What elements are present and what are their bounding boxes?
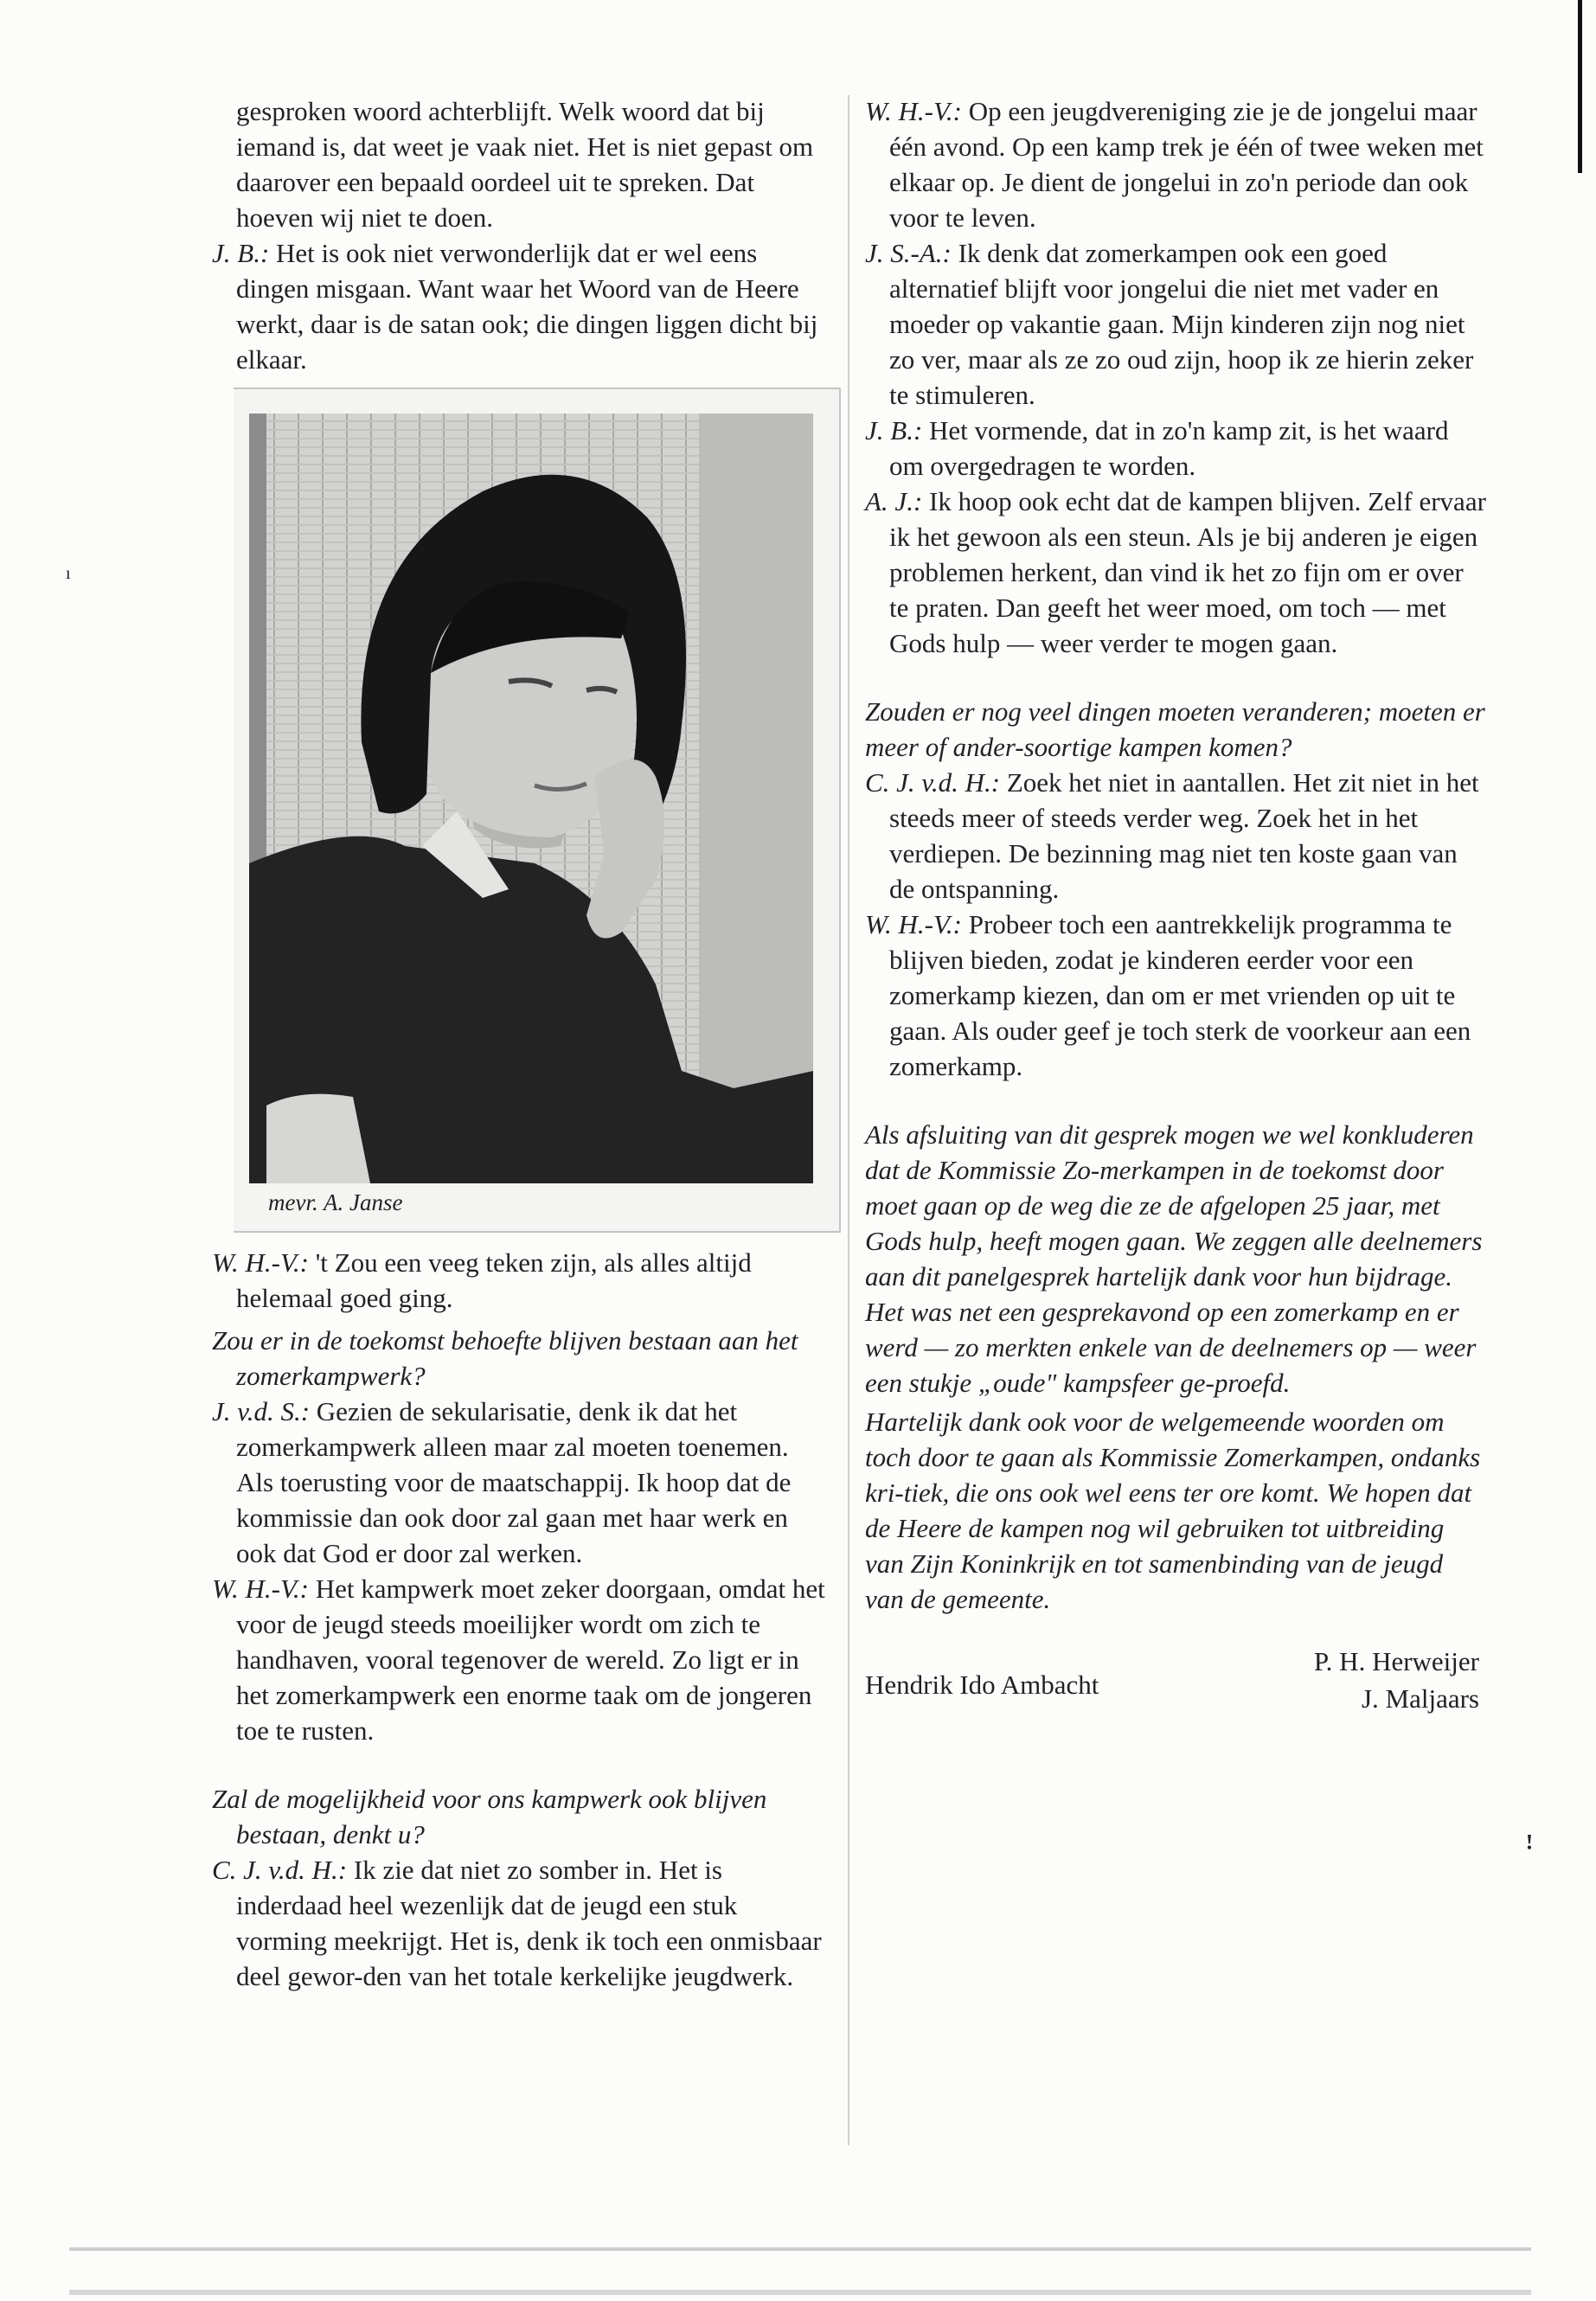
paragraph: [212, 1852, 826, 1994]
interview-question: Zouden er nog veel dingen moeten veranderen; moeten er meer of ander-soortige kampen komen?: [865, 696, 1485, 762]
paragraph-text: Het vormende, dat in zo'n kamp zit, is het waard om overgedragen te worden.: [889, 415, 1449, 481]
speaker-label: W. H.-V.:: [212, 1574, 309, 1604]
paragraph: [212, 1394, 826, 1571]
right-column: [865, 93, 1488, 1721]
speaker-label: C. J. v.d. H.:: [212, 1855, 348, 1885]
interview-question: Zou er in de toekomst behoefte blijven bestaan aan het zomerkampwerk?: [212, 1325, 798, 1391]
scan-speck: ꜝ: [1524, 1835, 1535, 1869]
paragraph-text: 't Zou een veeg teken zijn, als alles altijd helemaal goed ging.: [236, 1247, 752, 1313]
photo-frame: [234, 388, 841, 1233]
portrait-photo: [249, 413, 813, 1183]
signature-names: [1314, 1643, 1479, 1717]
paragraph-text: Op een jeugdvereniging zie je de jongelui maar één avond. Op een kamp trek je één of twee weken met elkaar op. Je dient de jongelui in zo'n periode dan ook voor te leven.: [889, 96, 1484, 233]
paragraph: [865, 93, 1488, 235]
paragraph-text: Het is ook niet verwonderlijk dat er wel eens dingen misgaan. Want waar het Woord van de Heere werkt, daar is de satan ook; die dingen liggen dicht bij elkaar.: [236, 238, 818, 375]
bottom-rule: [69, 2290, 1531, 2295]
portrait-illustration: [249, 413, 813, 1183]
left-column: [212, 93, 826, 1994]
speaker-label: J. B.:: [865, 415, 923, 445]
closing-paragraph: Hartelijk dank ook voor de welgemeende woorden om toch door te gaan als Kommissie Zomerkampen, ondanks kri-tiek, die ons ook wel eens ter ore komt. We hopen dat de Heere de kampen nog wil gebruiken tot uitbreiding van Zijn Koninkrijk en tot samenbinding van de jeugd van de gemeente.: [865, 1407, 1481, 1614]
paragraph-text: Het kampwerk moet zeker doorgaan, omdat het voor de jeugd steeds moeilijker wordt om zich te handhaven, vooral tegenover de wereld. Zo ligt er in het zomerkampwerk een enorme taak om de jongeren toe te rusten.: [236, 1574, 825, 1746]
scan-edge-mark: [1578, 0, 1582, 173]
paragraph-text: Probeer toch een aantrekkelijk programma te blijven bieden, zodat je kinderen eerder voor een zomerkamp kiezen, dan om er met vrienden op uit te gaan. Als ouder geef je toch sterk de voorkeur aan een zomerkamp.: [889, 909, 1471, 1081]
paragraph-text: Ik zie dat niet zo somber in. Het is inderdaad heel wezenlijk dat de jeugd een stuk vorming meekrijgt. Het is, denk ik toch een onmisbaar deel gewor-den van het totale kerkelijke jeugdwerk.: [236, 1855, 822, 1991]
paragraph: [865, 413, 1488, 484]
signature-name: P. H. Herweijer: [1313, 1646, 1479, 1676]
speaker-label: A. J.:: [865, 486, 923, 516]
signature-block: [865, 1643, 1488, 1721]
closing-paragraph: Als afsluiting van dit gesprek mogen we wel konkluderen dat de Kommissie Zo-merkampen in de toekomst door moet gaan op de weg die ze de afgelopen 25 jaar, met Gods hulp, heeft mogen gaan. We zeggen alle deelnemers aan dit panelgesprek hartelijk dank voor hun bijdrage. Het was net een gesprekavond op een zomerkamp en er werd — zo merkten enkele van de deelnemers op — weer een stukje „oude" kampsfeer ge-proefd.: [865, 1119, 1483, 1398]
speaker-label: J. v.d. S.:: [212, 1396, 311, 1426]
paragraph: gesproken woord achterblijft. Welk woord dat bij iemand is, dat weet je vaak niet. Het is niet gepast om daarover een bepaald oordeel uit te spreken. Dat hoeven wij niet te doen.: [236, 96, 814, 233]
paragraph: [865, 484, 1488, 661]
paragraph-text: Ik hoop ook echt dat de kampen blijven. Zelf ervaar ik het gewoon als een steun. Als je bij anderen je eigen problemen herkent, dan vind ik het zo fijn om er over te praten. Dan geeft het weer moed, om toch — met Gods hulp — weer verder te mogen gaan.: [889, 486, 1486, 658]
bottom-rule: [69, 2247, 1531, 2251]
photo-caption: mevr. A. Janse: [268, 1189, 403, 1215]
speaker-label: C. J. v.d. H.:: [865, 767, 1001, 798]
speaker-label: J. S.-A.:: [865, 238, 952, 268]
speaker-label: W. H.-V.:: [865, 909, 962, 939]
speaker-label: W. H.-V.:: [212, 1247, 309, 1278]
paragraph: [865, 907, 1488, 1084]
paragraph-text: Zoek het niet in aantallen. Het zit niet in het steeds meer of steeds verder weg. Zoek het in het verdiepen. De bezinning mag niet ten koste gaan van de ontspanning.: [889, 767, 1479, 904]
paragraph-text: Gezien de sekularisatie, denk ik dat het zomerkampwerk alleen maar zal moeten toenemen. Als toerusting voor de maatschappij. Ik hoop dat de kommissie dan ook door zal gaan met haar werk en ook dat God er door zal werken.: [236, 1396, 792, 1568]
interview-question: Zal de mogelijkheid voor ons kampwerk ook blijven bestaan, denkt u?: [212, 1784, 767, 1849]
scan-speck: ı: [66, 564, 71, 583]
speaker-label: J. B.:: [212, 238, 270, 268]
paragraph: [865, 235, 1488, 413]
paragraph: [865, 765, 1488, 907]
speaker-label: W. H.-V.:: [865, 96, 962, 126]
paragraph: [212, 1571, 826, 1748]
paragraph: [212, 235, 826, 377]
paragraph: [212, 1245, 826, 1316]
signature-place: Hendrik Ido Ambacht: [865, 1670, 1099, 1700]
signature-name: J. Maljaars: [1361, 1683, 1479, 1714]
column-divider: [848, 95, 849, 2145]
paragraph-text: Ik denk dat zomerkampen ook een goed alternatief blijft voor jongelui die niet met vader en moeder op vakantie gaan. Mijn kinderen zijn nog niet zo ver, maar als ze zo oud zijn, hoop ik ze hierin zeker te stimuleren.: [889, 238, 1474, 410]
